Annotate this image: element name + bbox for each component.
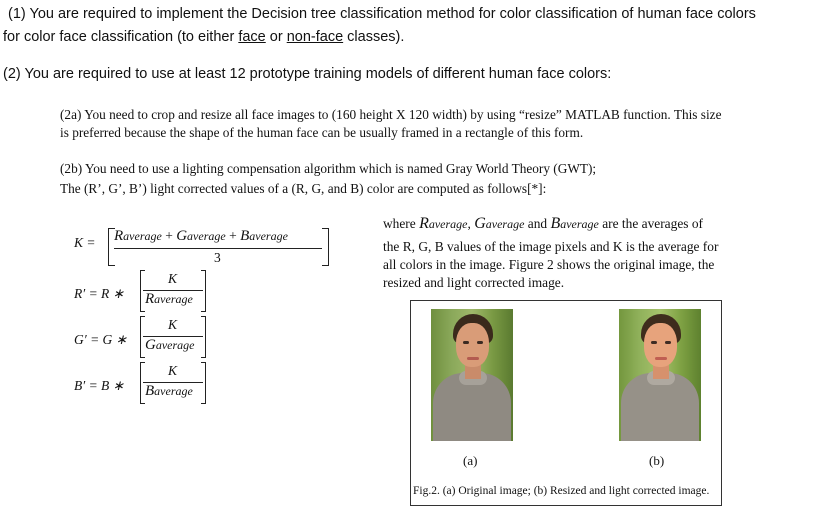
figure-label-a: (a) [463,453,478,468]
corrected-face-image [619,309,701,441]
r-average: Raverage [114,228,162,244]
figure-label-b: (b) [649,453,665,468]
requirement-1-line-1: (1) You are required to implement the Decision tree classification method for color classification of human face colors [8,6,756,22]
k-bracket-right [322,228,329,266]
para-2a-line-1: (2a) You need to crop and resize all face images to (160 height X 120 width) by using “resize” MATLAB function. This size [60,107,722,122]
para-2b-line-2: The (R’, G’, B’) light corrected values of a (R, G, and B) color are computed as follows[*]: [60,181,547,196]
where-line-4: resized and light corrected image. [383,275,565,290]
b-numerator: K [168,363,178,378]
figure-box [410,300,722,506]
face-class-label: face [238,29,266,45]
g-numerator: K [168,317,178,332]
r-bracket-right [201,270,206,312]
figure-caption: Fig.2. (a) Original image; (b) Resized and light corrected image. [413,485,710,497]
b-prime-lhs: B′ = B ∗ [74,378,124,393]
r-denominator: Raverage [145,291,193,307]
where-line-2: the R, G, B values of the image pixels and K is the average for [383,239,719,254]
where-line-3: all colors in the image. Figure 2 shows the original image, the [383,257,715,272]
b-average: Baverage [240,228,288,244]
k-numerator [114,228,288,245]
k-fraction-bar [114,248,322,249]
plus-1: + [165,228,173,243]
req1-text-or: or [265,29,287,45]
where-and: and [524,216,551,231]
r-prime-lhs: R′ = R ∗ [74,286,124,301]
original-face-image [431,309,513,441]
b-bracket-right [201,362,206,404]
g-denominator: Gaverage [145,337,195,353]
plus-2: + [229,228,237,243]
requirement-1-line-2 [3,29,404,45]
where-r-average: Raverage [419,215,468,232]
k-eq-lhs: K = [74,235,96,250]
requirement-2: (2) You are required to use at least 12 prototype training models of different human face colors: [3,66,612,82]
para-2b-line-1: (2b) You need to use a lighting compensation algorithm which is named Gray World Theory (GWT); [60,161,597,176]
g-average: Gaverage [176,228,226,244]
g-bracket-right [201,316,206,358]
where-g-average: Gaverage [474,215,525,232]
nonface-class-label: non-face [286,29,344,45]
where-tail: are the averages of [598,216,703,231]
para-2a-line-2: is preferred because the shape of the human face can be usually framed in a rectangle of this form. [60,125,584,140]
where-line-1 [383,215,703,233]
req1-text-pre: for color face classification (to either [3,29,239,45]
b-denominator: Baverage [145,383,193,399]
where-b-average: Baverage [550,215,599,232]
where-word: where [383,216,420,231]
g-prime-lhs: G′ = G ∗ [74,332,127,347]
r-numerator: K [168,271,178,286]
k-denominator: 3 [214,250,221,265]
where-comma: , [467,216,475,231]
req1-text-post: classes). [343,29,405,45]
